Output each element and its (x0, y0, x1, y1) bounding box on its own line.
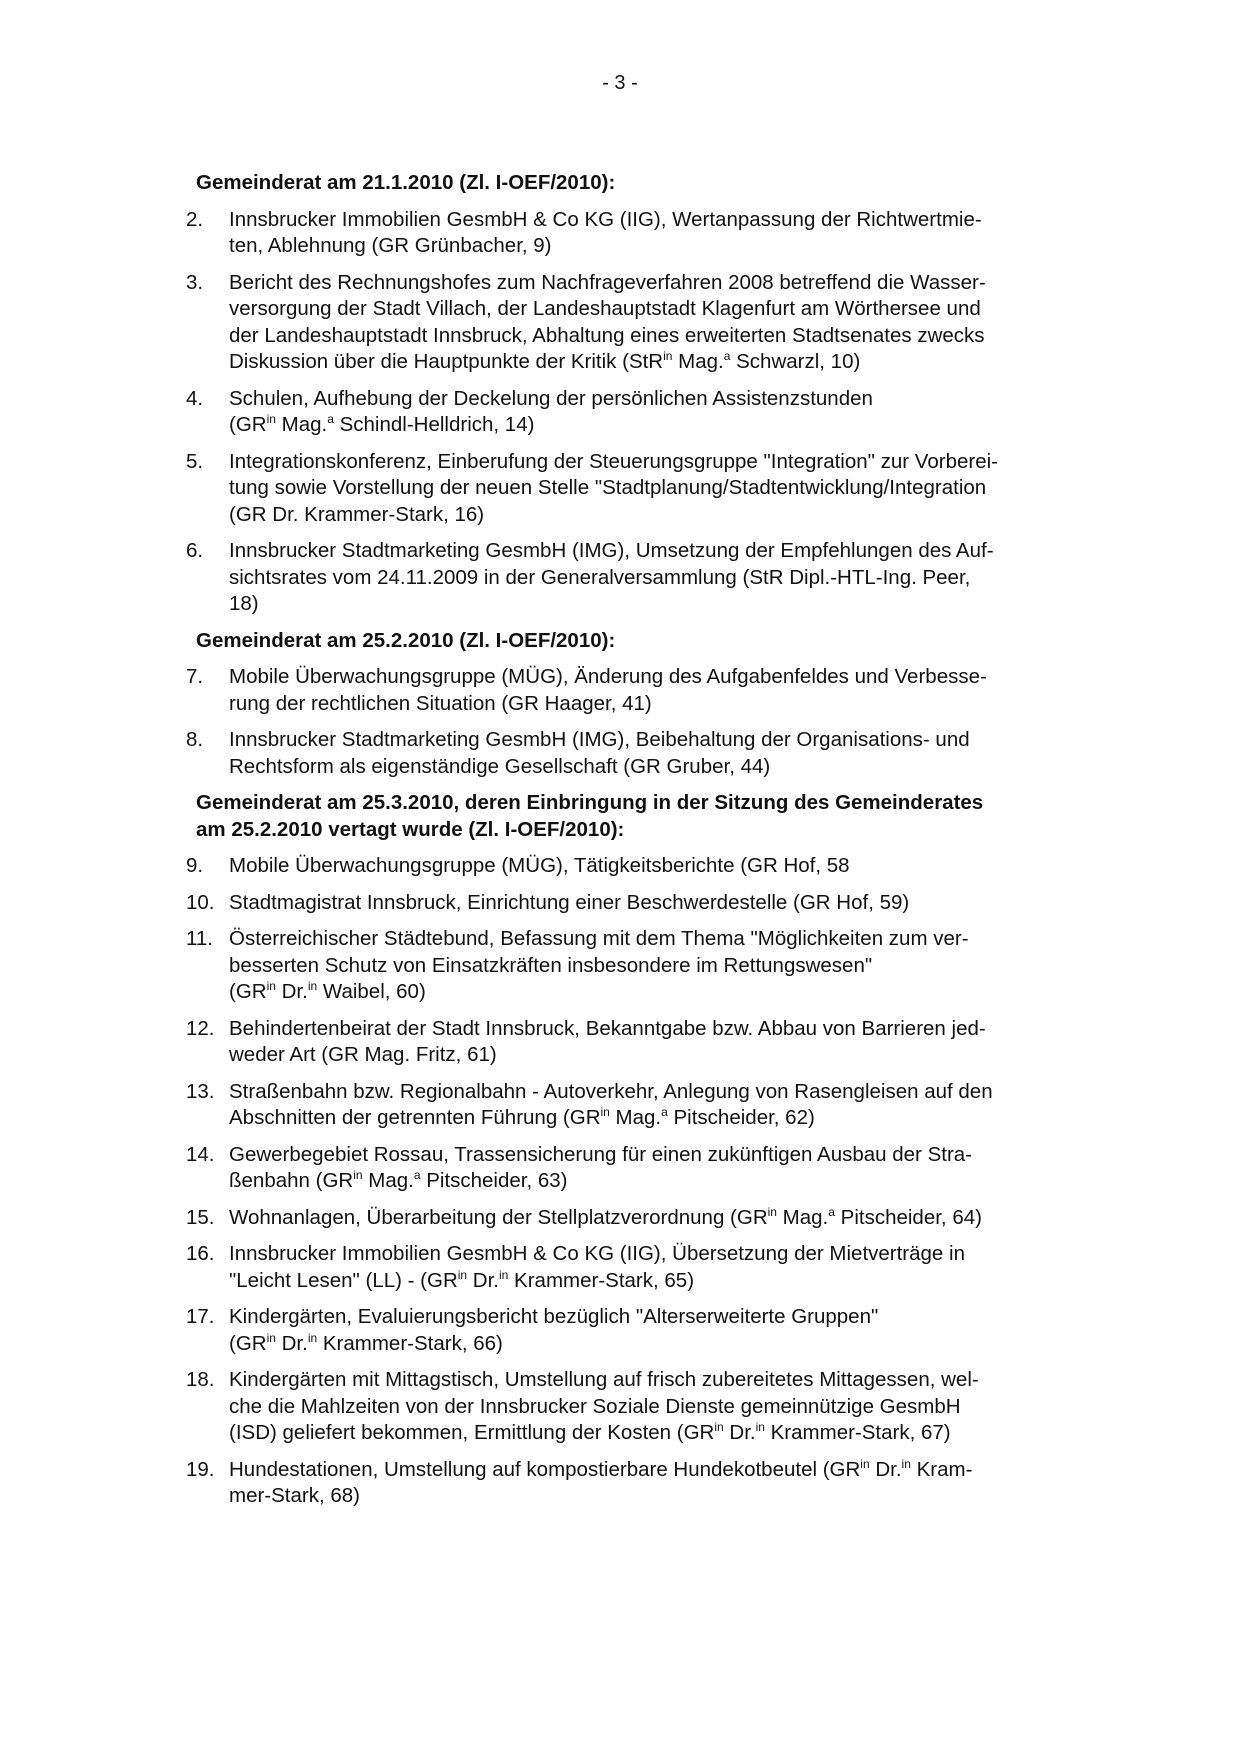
item-line: versorgung der Stadt Villach, der Landeshauptstadt Klagenfurt am Wörthersee und (229, 297, 981, 320)
list-item (186, 853, 1086, 880)
item-line: Rechtsform als eigenständige Gesellschaft (GR Gruber, 44) (229, 754, 771, 778)
item-line: mer-Stark, 68) (229, 1484, 360, 1507)
item-number: 5. (186, 449, 204, 473)
list-item (186, 890, 1086, 917)
item-text (229, 1457, 1086, 1510)
list-item (186, 1241, 1086, 1294)
item-number: 17. (186, 1305, 215, 1328)
item-number: 18. (186, 1368, 215, 1391)
list-item (186, 1016, 1086, 1069)
item-line: weder Art (GR Mag. Fritz, 61) (229, 1043, 497, 1066)
item-line: Innsbrucker Stadtmarketing GesmbH (IMG), Umsetzung der Empfehlungen des Auf- (229, 539, 994, 562)
item-number: 8. (186, 728, 204, 751)
item-line: 18) (229, 592, 259, 615)
item-line: tung sowie Vorstellung der neuen Stelle "Stadtplanung/Stadtentwicklung/Integration (229, 476, 987, 499)
item-text (229, 1241, 1086, 1294)
item-line: Gewerbegebiet Rossau, Trassensicherung für einen zukünftigen Ausbau der Stra- (229, 1142, 972, 1166)
list-item (186, 926, 1086, 1006)
item-text (229, 664, 1086, 717)
item-text (229, 207, 1086, 260)
section-heading: Gemeinderat am 21.1.2010 (Zl. I-OEF/2010): (196, 171, 616, 194)
list-item (186, 1457, 1086, 1510)
item-text (229, 727, 1086, 780)
item-text (229, 1079, 1086, 1132)
item-number: 10. (186, 890, 215, 914)
item-line: ($GR^{in}$ Dr.$^{in}$ Krammer-Stark, 66) (229, 1330, 503, 1355)
section-heading (196, 790, 1086, 843)
item-line: Innsbrucker Stadtmarketing GesmbH (IMG), Beibehaltung der Organisations- und (229, 728, 970, 751)
list-item (186, 664, 1086, 717)
item-line: Integrationskonferenz, Einberufung der Steuerungsgruppe "Integration" zur Vorberei- (229, 449, 998, 473)
item-line: Hundestationen, Umstellung auf kompostierbare Hundekotbeutel ($GR^{in}$ Dr.$^{in}$ Kram- (229, 1456, 973, 1481)
item-number: 9. (186, 854, 204, 877)
item-line: (GR Dr. Krammer-Stark, 16) (229, 502, 485, 526)
item-number: 13. (186, 1079, 215, 1103)
item-line: Innsbrucker Immobilien GesmbH & Co KG (IIG), Wertanpassung der Richtwertmie- (229, 207, 982, 231)
item-text (229, 1304, 1086, 1357)
item-text (229, 1016, 1086, 1069)
item-line: Stadtmagistrat Innsbruck, Einrichtung einer Beschwerdestelle (GR Hof, 59) (229, 890, 910, 914)
item-line: ten, Ablehnung (GR Grünbacher, 9) (229, 234, 552, 257)
item-line: Schulen, Aufhebung der Deckelung der persönlichen Assistenzstunden (229, 386, 873, 410)
item-number: 19. (186, 1457, 215, 1481)
item-line: Abschnitten der getrennten Führung ($GR^{in}$ Mag.$^a$ Pitscheider, 62) (229, 1105, 815, 1129)
list-item (186, 1205, 1086, 1232)
item-text (229, 926, 1086, 1006)
item-line: Wohnanlagen, Überarbeitung der Stellplatzverordnung ($GR^{in}$ Mag.$^a$ Pitscheider, 64) (229, 1204, 982, 1229)
list-item (186, 1079, 1086, 1132)
list-item (186, 386, 1086, 439)
item-number: 14. (186, 1142, 215, 1166)
item-text (229, 1367, 1086, 1447)
item-line: ($GR^{in}$ Mag.$^a$ Schindl-Helldrich, 14) (229, 412, 535, 436)
section-heading: Gemeinderat am 25.2.2010 (Zl. I-OEF/2010): (196, 628, 616, 652)
item-number: 6. (186, 539, 204, 562)
item-number: 2. (186, 207, 204, 231)
item-line: (ISD) geliefert bekommen, Ermittlung der Kosten ($GR^{in}$ Dr.$^{in}$ Krammer-Stark, 67) (229, 1420, 951, 1444)
item-text (229, 890, 1086, 917)
item-line: Mobile Überwachungsgruppe (MÜG), Änderung des Aufgabenfeldes und Verbesse- (229, 665, 987, 688)
item-text (229, 538, 1086, 618)
item-line: besserten Schutz von Einsatzkräften insbesondere im Rettungswesen" (229, 953, 873, 977)
list-item (186, 270, 1086, 376)
list-item (186, 1367, 1086, 1447)
item-line: rung der rechtlichen Situation (GR Haager, 41) (229, 691, 652, 715)
page-number: - 3 - (602, 72, 638, 94)
item-line: Behindertenbeirat der Stadt Innsbruck, Bekanntgabe bzw. Abbau von Barrieren jed- (229, 1016, 986, 1040)
item-line: Innsbrucker Immobilien GesmbH & Co KG (IIG), Übersetzung der Mietverträge in (229, 1242, 965, 1265)
item-number: 11. (186, 927, 213, 950)
item-line: Diskussion über die Hauptpunkte der Kritik (StR$^{in}$ Mag.$^a$ Schwarzl, 10) (229, 349, 861, 373)
item-text (229, 1142, 1086, 1195)
item-line: der Landeshauptstadt Innsbruck, Abhaltung eines erweiterten Stadtsenates zwecks (229, 323, 985, 347)
item-text (229, 449, 1086, 529)
item-line: Straßenbahn bzw. Regionalbahn - Autoverkehr, Anlegung von Rasengleisen auf den (229, 1079, 993, 1103)
item-line: Bericht des Rechnungshofes zum Nachfrageverfahren 2008 betreffend die Wasser- (229, 270, 986, 294)
item-number: 12. (186, 1016, 215, 1040)
item-text (229, 386, 1086, 439)
document-body (186, 170, 1086, 1520)
item-number: 7. (186, 665, 204, 688)
item-text (229, 270, 1086, 376)
item-line: ($GR^{in}$ Dr.$^{in}$ Waibel, 60) (229, 979, 426, 1003)
item-line: sichtsrates vom 24.11.2009 in der Generalversammlung (StR Dipl.-HTL-Ing. Peer, (229, 565, 971, 589)
heading-line: am 25.2.2010 vertagt wurde (Zl. I-OEF/2010): (196, 817, 625, 841)
list-item (186, 449, 1086, 529)
list-item (186, 1304, 1086, 1357)
list-item (186, 1142, 1086, 1195)
item-line: Österreichischer Städtebund, Befassung mit dem Thema "Möglichkeiten zum ver- (229, 927, 969, 950)
heading-line: Gemeinderat am 25.3.2010, deren Einbringung in der Sitzung des Gemeinderates (196, 791, 984, 814)
item-number: 15. (186, 1205, 215, 1229)
item-number: 4. (186, 386, 204, 410)
item-line: Mobile Überwachungsgruppe (MÜG), Tätigkeitsberichte (GR Hof, 58 (229, 854, 850, 877)
list-item (186, 538, 1086, 618)
item-line: ßenbahn ($GR^{in}$ Mag.$^a$ Pitscheider, 63) (229, 1168, 568, 1192)
item-number: 16. (186, 1242, 215, 1265)
item-line: che die Mahlzeiten von der Innsbrucker Soziale Dienste gemeinnützige GesmbH (229, 1394, 961, 1418)
item-number: 3. (186, 270, 204, 294)
item-line: "Leicht Lesen" $(LL) - (GR^{in}$ Dr.$^{in}$ Krammer-Stark, 65) (229, 1267, 695, 1292)
item-line: Kindergärten, Evaluierungsbericht bezüglich "Alterserweiterte Gruppen" (229, 1305, 879, 1328)
item-text (229, 853, 1086, 880)
list-item (186, 727, 1086, 780)
item-line: Kindergärten mit Mittagstisch, Umstellung auf frisch zubereitetes Mittagessen, wel- (229, 1368, 979, 1391)
item-text (229, 1205, 1086, 1232)
list-item (186, 207, 1086, 260)
